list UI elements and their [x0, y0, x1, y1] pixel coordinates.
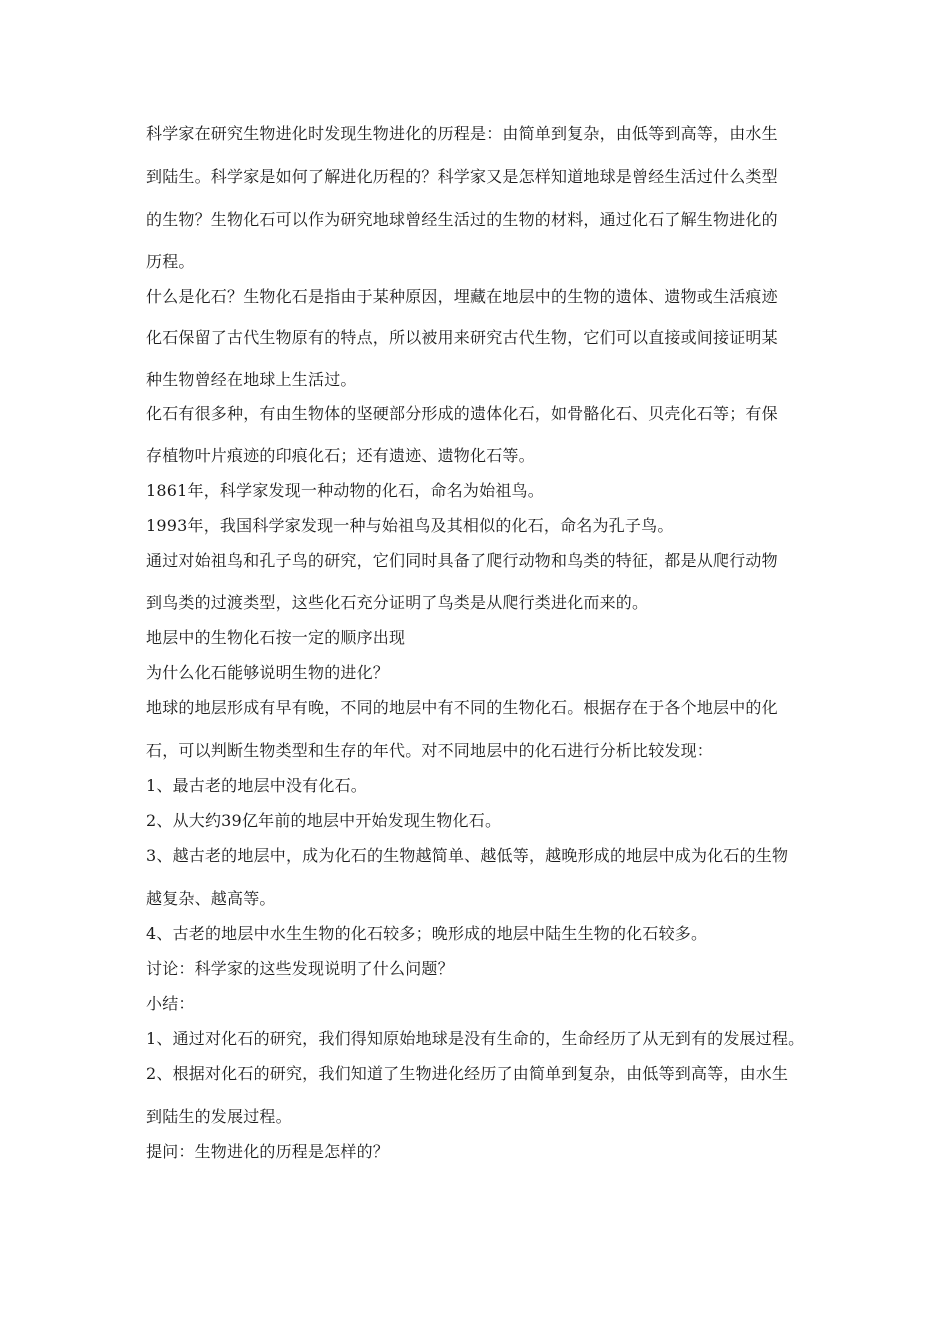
text-line: 到鸟类的过渡类型，这些化石充分证明了鸟类是从爬行类进化而来的。	[146, 593, 649, 612]
discussion-line: 讨论：科学家的这些发现说明了什么问题？	[146, 959, 454, 978]
text-line: 1993年，我国科学家发现一种与始祖鸟及其相似的化石，命名为孔子鸟。	[146, 516, 674, 535]
summary-label: 小结：	[146, 994, 195, 1013]
text-line: 石，可以判断生物类型和生存的年代。对不同地层中的化石进行分析比较发现：	[146, 741, 714, 760]
list-item: 4、古老的地层中水生生物的化石较多；晚形成的地层中陆生生物的化石较多。	[146, 924, 708, 943]
list-item: 2、从大约39亿年前的地层中开始发现生物化石。	[146, 811, 502, 830]
text-line: 化石保留了古代生物原有的特点，所以被用来研究古代生物，它们可以直接或间接证明某	[146, 328, 778, 347]
list-item: 1、最古老的地层中没有化石。	[146, 776, 367, 795]
question-line: 为什么化石能够说明生物的进化？	[146, 663, 390, 682]
text-line: 种生物曾经在地球上生活过。	[146, 370, 357, 389]
list-item-continuation: 越复杂、越高等。	[146, 889, 276, 908]
section-heading: 地层中的生物化石按一定的顺序出现	[146, 628, 406, 647]
list-item: 2、根据对化石的研究，我们知道了生物进化经历了由简单到复杂，由低等到高等，由水生	[146, 1064, 789, 1083]
text-line: 通过对始祖鸟和孔子鸟的研究，它们同时具备了爬行动物和鸟类的特征，都是从爬行动物	[146, 551, 778, 570]
text-line: 1861年，科学家发现一种动物的化石，命名为始祖鸟。	[146, 481, 544, 500]
text-line: 的生物？生物化石可以作为研究地球曾经生活过的生物的材料，通过化石了解生物进化的	[146, 210, 778, 229]
list-item-continuation: 到陆生的发展过程。	[146, 1107, 292, 1126]
question-line: 提问：生物进化的历程是怎样的？	[146, 1142, 390, 1161]
text-line: 历程。	[146, 252, 195, 271]
text-line: 到陆生。科学家是如何了解进化历程的？科学家又是怎样知道地球是曾经生活过什么类型	[146, 167, 778, 186]
list-item: 1、通过对化石的研究，我们得知原始地球是没有生命的，生命经历了从无到有的发展过程。	[146, 1029, 805, 1048]
text-line: 什么是化石？生物化石是指由于某种原因，埋藏在地层中的生物的遗体、遗物或生活痕迹	[146, 287, 778, 306]
text-line: 化石有很多种，有由生物体的坚硬部分形成的遗体化石，如骨骼化石、贝壳化石等；有保	[146, 404, 778, 423]
text-line: 存植物叶片痕迹的印痕化石；还有遗迹、遗物化石等。	[146, 446, 535, 465]
text-line: 科学家在研究生物进化时发现生物进化的历程是：由简单到复杂，由低等到高等，由水生	[146, 124, 778, 143]
text-line: 地球的地层形成有早有晚，不同的地层中有不同的生物化石。根据存在于各个地层中的化	[146, 698, 778, 717]
list-item: 3、越古老的地层中，成为化石的生物越简单、越低等，越晚形成的地层中成为化石的生物	[146, 846, 789, 865]
